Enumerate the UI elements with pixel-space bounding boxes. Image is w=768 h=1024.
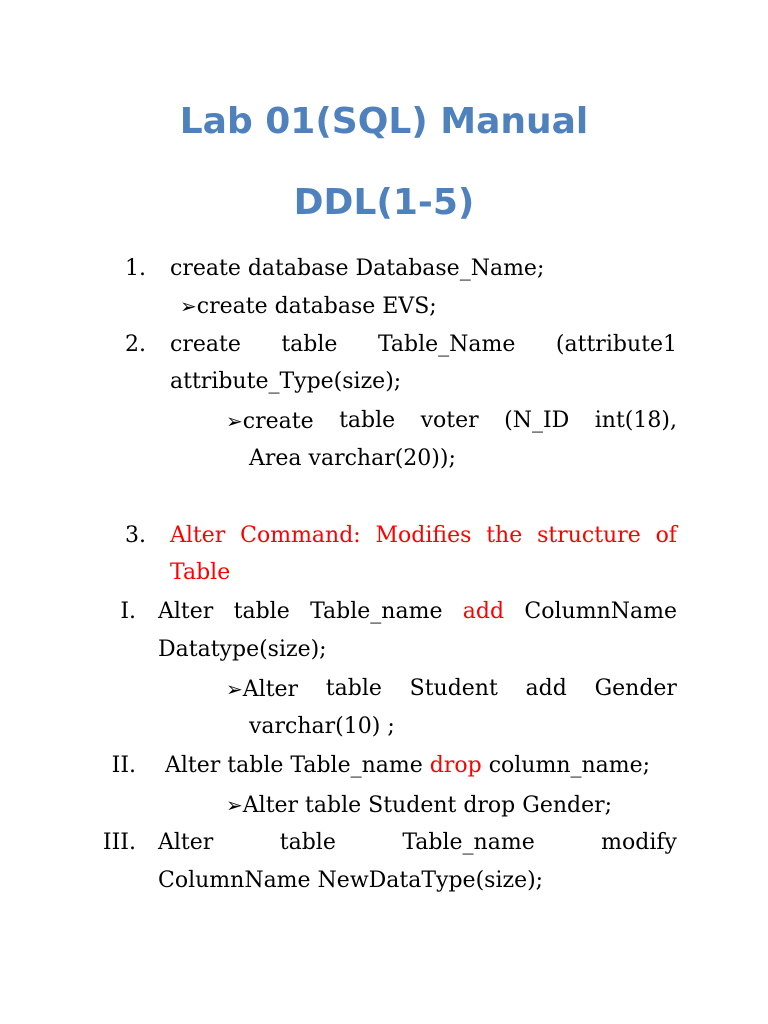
item-2-example-word: table [339,408,396,433]
subitem-III-word: Table_name [402,830,535,855]
subitem-III-line2: ColumnName NewDataType(size); [158,868,544,893]
arrow-bullet-icon: ➢ [180,294,197,318]
subitem-III-word: Alter [158,830,214,855]
subitem-II-line1 [165,751,650,781]
subitem-II-keyword: drop [429,753,482,778]
subitem-II-text: Alter table Table_name [165,753,430,778]
item-1-example [180,291,437,321]
item-3-word: Command: [240,523,361,548]
item-2-number: 2. [125,332,146,357]
subitem-I-word: table [233,599,290,624]
subitem-I-example-word: add [525,676,567,701]
item-2-word: create [170,332,241,357]
item-2-example-word: int(18), [594,408,677,433]
item-3-heading [170,521,677,551]
item-2-word: Table_Name [377,332,516,357]
item-3-heading-line2: Table [170,560,231,585]
subitem-III-line1 [158,828,677,858]
item-3-word: of [655,523,677,548]
arrow-bullet-icon: ➢ [226,677,243,701]
item-3-word: Alter [170,523,226,548]
subitem-I-keyword: add [462,599,505,624]
subitem-I-example [226,674,677,704]
item-2-example-word: create [242,409,314,434]
item-2-line1 [170,330,677,360]
item-3-number: 3. [125,523,146,548]
item-1-number: 1. [125,256,146,281]
subitem-II-example-text: Alter table Student drop Gender; [242,793,613,818]
item-3-word: structure [537,523,641,548]
subitem-I-example-word: Gender [594,676,677,701]
subitem-II-number: II. [111,753,136,778]
item-2-example-line2: Area varchar(20)); [249,446,456,471]
subitem-I-number: I. [120,599,136,624]
item-3-word: Modifies [375,523,472,548]
page-title: Lab 01(SQL) Manual [179,101,589,142]
subitem-I-example-word: Alter [242,677,299,702]
item-1-text: create database Database_Name; [170,256,545,281]
subitem-II-example [226,790,612,820]
arrow-bullet-icon: ➢ [226,793,243,817]
subitem-I-word: ColumnName [524,599,677,624]
item-2-example-word: (N_ID [504,408,570,433]
subitem-II-text: column_name; [481,753,651,778]
subitem-I-example-word: Student [409,676,498,701]
item-3-word: the [486,523,523,548]
subitem-I-line2: Datatype(size); [158,637,327,662]
subitem-I-line1 [158,597,677,627]
item-2-line2: attribute_Type(size); [170,369,402,394]
subitem-III-number: III. [102,830,136,855]
item-2-word: table [281,332,338,357]
subitem-III-word: table [279,830,336,855]
subitem-I-example-line2: varchar(10) ; [249,714,395,739]
page-subtitle: DDL(1-5) [293,182,475,223]
arrow-bullet-icon: ➢ [226,409,243,433]
item-2-example-word: voter [420,408,479,433]
subitem-I-example-word: table [325,676,382,701]
subitem-I-word: Table_name [310,599,443,624]
item-2-word: (attribute1 [555,332,677,357]
item-2-example [226,406,677,436]
subitem-I-word: Alter [158,599,214,624]
subitem-III-word: modify [601,830,677,855]
item-1-example-text: create database EVS; [196,294,437,319]
